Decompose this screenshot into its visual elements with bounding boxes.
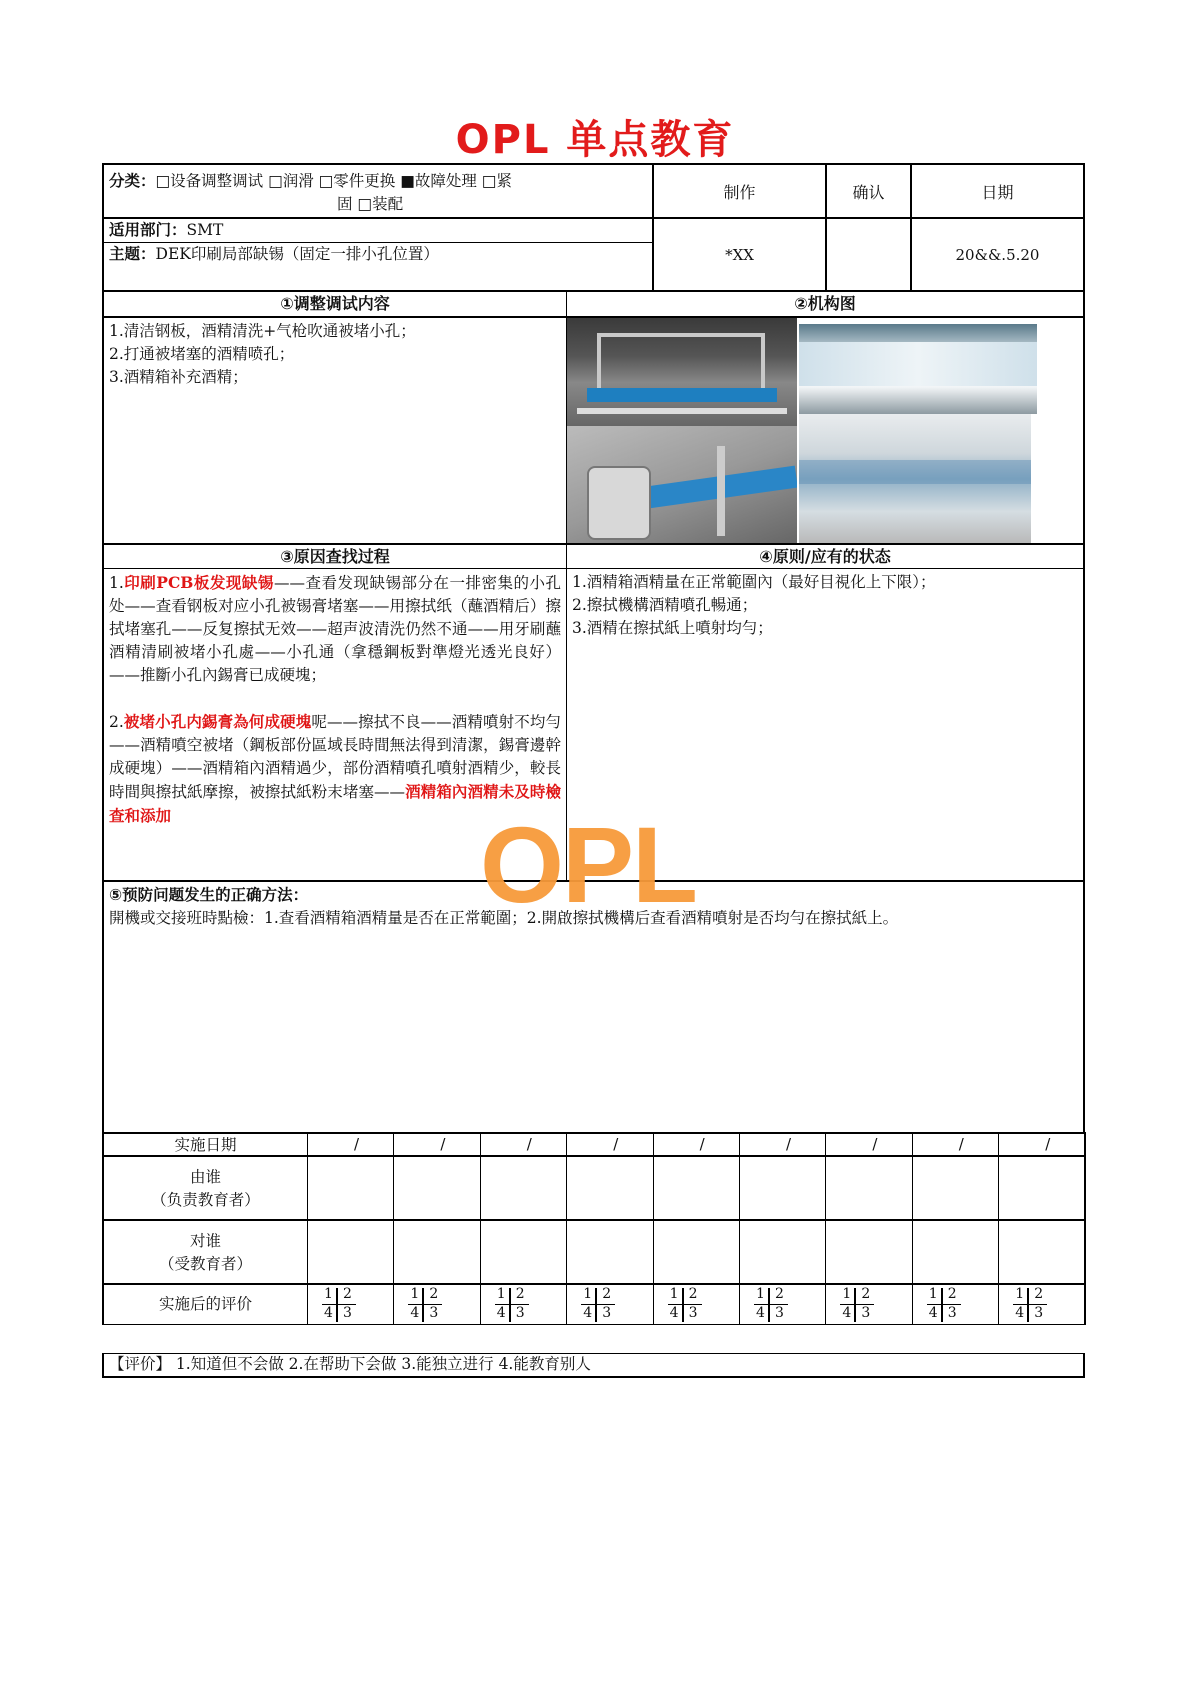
tracking-table — [102, 1132, 1085, 1354]
teacher-cell — [825, 1155, 912, 1221]
date-cell — [998, 1132, 1085, 1157]
sec3-title: ③原因查找过程 — [280, 547, 390, 566]
date-row-label — [102, 1132, 308, 1157]
sec4-title: ④原则/应有的状态 — [759, 547, 891, 566]
rating-cell — [480, 1283, 567, 1325]
rating-quadrant — [662, 1285, 704, 1323]
sec2-title: ②机构图 — [794, 294, 856, 313]
date-slash: / — [354, 1135, 360, 1153]
opl-sheet — [102, 163, 1085, 1378]
date-slash: / — [1045, 1135, 1051, 1153]
legend-cell — [102, 1353, 1085, 1378]
sec4-item: 2.擦拭機構酒精噴孔暢通； — [572, 596, 758, 614]
sec2-header — [566, 291, 1085, 317]
rating-quadrant — [834, 1285, 876, 1323]
sec4-header — [566, 543, 1085, 569]
maker-value-cell — [652, 217, 827, 292]
rating-2: 2 — [861, 1286, 871, 1302]
rating-1: 1 — [583, 1286, 593, 1302]
date-cell — [566, 1132, 653, 1157]
teacher-sublabel: （负责教育者） — [151, 1190, 260, 1209]
student-cell — [393, 1219, 480, 1285]
eval-row-text: 实施后的评价 — [158, 1295, 252, 1313]
date-value-cell — [910, 217, 1085, 292]
date-slash: / — [786, 1135, 792, 1153]
rating-4: 4 — [324, 1305, 333, 1321]
date-cell — [480, 1132, 567, 1157]
legend-text: 【评价】 1.知道但不会做 2.在帮助下会做 3.能独立进行 4.能教育别人 — [109, 1355, 591, 1373]
category-options: □设备调整调试 □润滑 □零件更换 ■故障处理 □紧 — [155, 172, 512, 190]
page-title: OPL 单点教育 — [455, 117, 735, 163]
machine-photo-2 — [567, 426, 797, 544]
sec4-item: 1.酒精箱酒精量在正常範圍內（最好目視化上下限）； — [572, 573, 936, 591]
machine-photo-4 — [799, 414, 1031, 544]
rating-4: 4 — [583, 1305, 593, 1321]
student-cell — [653, 1219, 740, 1285]
subject-value: DEK印刷局部缺锡（固定一排小孔位置） — [155, 245, 439, 263]
rating-4: 4 — [928, 1305, 938, 1321]
subject-label: 主题： — [109, 244, 156, 263]
rating-3: 3 — [515, 1305, 525, 1321]
rating-2: 2 — [429, 1286, 439, 1302]
date-cell — [653, 1132, 740, 1157]
student-cell — [825, 1219, 912, 1285]
maker-value: *XX — [725, 245, 754, 264]
rating-4: 4 — [1015, 1305, 1025, 1321]
teacher-cell — [739, 1155, 826, 1221]
sec3-p2-conclusion: 酒精箱內酒精未及時檢查和添加 — [109, 782, 561, 825]
sec1-body — [102, 316, 567, 544]
rating-3: 3 — [947, 1305, 957, 1321]
teacher-cell — [393, 1155, 480, 1221]
date-slash: / — [526, 1135, 532, 1153]
make-header — [652, 163, 827, 219]
rating-cell — [307, 1283, 394, 1325]
dept-label: 适用部门： — [109, 220, 187, 239]
rating-3: 3 — [688, 1305, 698, 1321]
rating-2: 2 — [947, 1286, 957, 1302]
rating-1: 1 — [324, 1286, 333, 1302]
dept-cell — [102, 218, 654, 243]
sec1-header — [102, 291, 567, 317]
student-cell — [998, 1219, 1085, 1285]
opl-watermark: OPL — [480, 804, 697, 925]
rating-2: 2 — [775, 1286, 784, 1302]
date-row-text: 实施日期 — [174, 1135, 237, 1154]
category-options-cont: 固 □装配 — [337, 195, 404, 213]
rating-3: 3 — [861, 1305, 871, 1321]
teacher-cell — [566, 1155, 653, 1221]
sec3-p1-num: 1. — [109, 574, 124, 592]
rating-3: 3 — [343, 1305, 352, 1321]
rating-3: 3 — [602, 1305, 612, 1321]
sec1-item: 1.清洁钢板，酒精清洗+气枪吹通被堵小孔； — [109, 322, 416, 340]
confirm-value-cell — [825, 217, 912, 292]
subject-cell — [102, 242, 654, 292]
rating-2: 2 — [343, 1286, 352, 1302]
student-cell — [566, 1219, 653, 1285]
make-label: 制作 — [723, 182, 756, 202]
rating-2: 2 — [1034, 1286, 1044, 1302]
teacher-label: 由谁 — [189, 1167, 221, 1186]
date-cell — [393, 1132, 480, 1157]
rating-4: 4 — [669, 1305, 679, 1321]
eval-row-label — [102, 1283, 308, 1325]
rating-3: 3 — [775, 1305, 784, 1321]
sec3-p2-text: 呢——擦拭不良——酒精噴射不均勻——酒精噴空被堵（鋼板部份區域長時間無法得到清潔，錫膏邊幹成硬塊）——酒精箱內酒精過少，部份酒精噴孔噴射酒精少，較長時間與擦拭紙摩擦，被擦拭紙粉末堵塞—— — [109, 713, 561, 801]
date-cell — [307, 1132, 394, 1157]
date-header — [910, 163, 1085, 219]
sec3-p1-highlight: 印刷PCB板发现缺锡 — [123, 573, 274, 592]
student-cell — [912, 1219, 999, 1285]
rating-3: 3 — [429, 1305, 439, 1321]
rating-cell — [739, 1283, 826, 1325]
teacher-row-label — [102, 1155, 308, 1221]
category-cell — [102, 163, 654, 219]
rating-4: 4 — [842, 1305, 852, 1321]
rating-2: 2 — [688, 1286, 698, 1302]
rating-cell — [653, 1283, 740, 1325]
sec3-p1-text: ——查看发现缺锡部分在一排密集的小孔处——查看钢板对应小孔被锡膏堵塞——用擦拭纸（蘸酒精后）擦拭堵塞孔——反复擦拭无效——超声波清洗仍然不通——用牙刷蘸酒精清刷被堵小孔處——小孔通（拿穩鋼板對準燈光透光良好）——推斷小孔內錫膏已成硬塊； — [109, 574, 561, 684]
teacher-cell — [307, 1155, 394, 1221]
confirm-label: 确认 — [852, 182, 885, 202]
rating-cell — [393, 1283, 480, 1325]
date-slash: / — [958, 1135, 964, 1153]
rating-quadrant — [316, 1285, 358, 1323]
student-sublabel: （受教育者） — [158, 1254, 252, 1273]
date-cell — [912, 1132, 999, 1157]
rating-1: 1 — [669, 1286, 679, 1302]
sec1-title: ①调整调试内容 — [280, 294, 390, 313]
rating-quadrant — [748, 1285, 790, 1323]
student-cell — [307, 1219, 394, 1285]
rating-2: 2 — [515, 1286, 525, 1302]
sec1-item: 3.酒精箱补充酒精； — [109, 368, 248, 386]
teacher-cell — [480, 1155, 567, 1221]
rating-1: 1 — [842, 1286, 852, 1302]
date-slash: / — [440, 1135, 446, 1153]
sec5-title: ⑤预防问题发生的正确方法： — [109, 886, 309, 904]
student-label: 对谁 — [189, 1231, 221, 1250]
date-slash: / — [699, 1135, 705, 1153]
rating-4: 4 — [756, 1305, 765, 1321]
date-label: 日期 — [981, 182, 1014, 202]
category-label: 分类： — [109, 171, 156, 190]
dept-value: SMT — [186, 221, 224, 239]
confirm-header — [825, 163, 912, 219]
machine-photo-1 — [567, 318, 797, 426]
rating-1: 1 — [410, 1286, 420, 1302]
student-row-label — [102, 1219, 308, 1285]
sec3-p2-highlight: 被堵小孔内錫膏為何成硬塊 — [123, 712, 312, 731]
date-cell — [825, 1132, 912, 1157]
machine-photo-3 — [799, 324, 1037, 414]
rating-1: 1 — [496, 1286, 506, 1302]
rating-1: 1 — [756, 1286, 765, 1302]
student-cell — [739, 1219, 826, 1285]
teacher-cell — [912, 1155, 999, 1221]
rating-quadrant — [1007, 1285, 1049, 1323]
rating-cell — [825, 1283, 912, 1325]
sec1-item: 2.打通被堵塞的酒精喷孔； — [109, 345, 295, 363]
date-value: 20&&.5.20 — [955, 245, 1040, 264]
date-slash: / — [613, 1135, 619, 1153]
rating-1: 1 — [1015, 1286, 1025, 1302]
teacher-cell — [998, 1155, 1085, 1221]
rating-quadrant — [489, 1285, 531, 1323]
rating-4: 4 — [410, 1305, 420, 1321]
rating-cell — [912, 1283, 999, 1325]
rating-quadrant — [402, 1285, 444, 1323]
date-slash: / — [872, 1135, 878, 1153]
student-cell — [480, 1219, 567, 1285]
sec3-p2-num: 2. — [109, 713, 124, 731]
sec2-body — [566, 316, 1085, 544]
date-cell — [739, 1132, 826, 1157]
sec3-header — [102, 543, 567, 569]
rating-2: 2 — [602, 1286, 612, 1302]
teacher-cell — [653, 1155, 740, 1221]
rating-3: 3 — [1034, 1305, 1044, 1321]
rating-quadrant — [575, 1285, 617, 1323]
rating-cell — [566, 1283, 653, 1325]
rating-4: 4 — [496, 1305, 506, 1321]
sec5-text: 開機或交接班時點檢：1.查看酒精箱酒精量是否在正常範圍；2.開啟擦拭機構后查看酒精噴射是否均勻在擦拭紙上。 — [109, 909, 899, 927]
rating-quadrant — [921, 1285, 963, 1323]
rating-cell — [998, 1283, 1085, 1325]
rating-1: 1 — [928, 1286, 938, 1302]
sec4-item: 3.酒精在擦拭紙上噴射均勻； — [572, 619, 773, 637]
